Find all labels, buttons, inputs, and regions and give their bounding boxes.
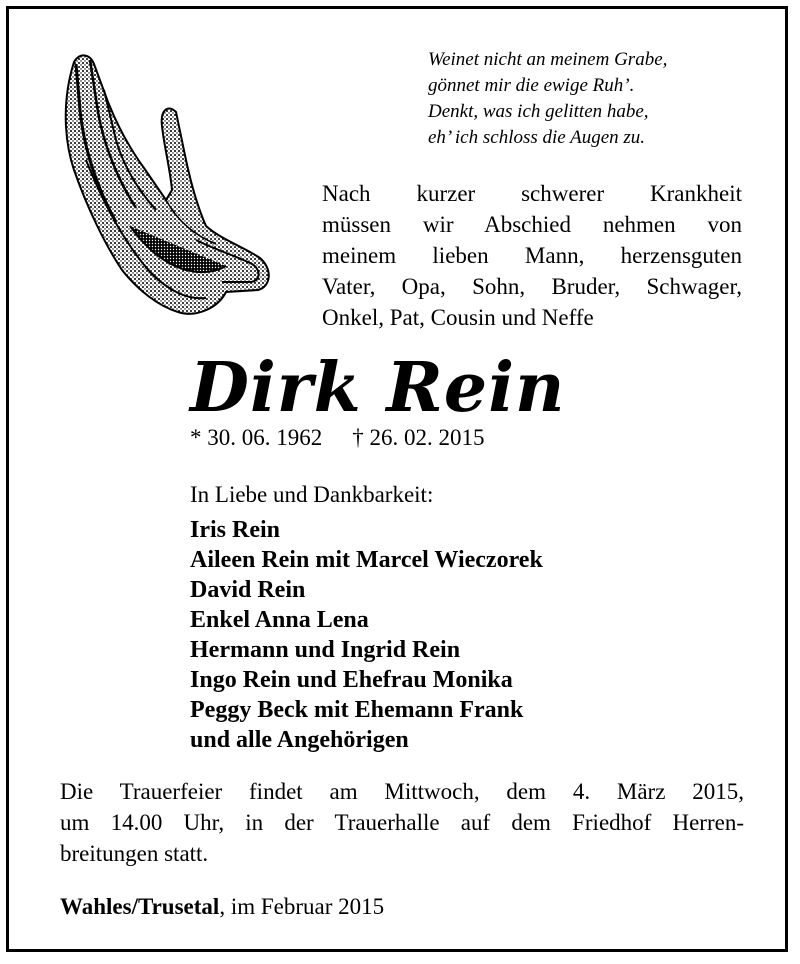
poem-line: Weinet nicht an meinem Grabe, bbox=[428, 49, 668, 70]
mourner-name: David Rein bbox=[190, 577, 306, 603]
poem-line: eh’ ich schloss die Augen zu. bbox=[428, 127, 646, 148]
service-line: um 14.00 Uhr, in der Trauerhalle auf dem Friedhof Herren- bbox=[60, 810, 744, 835]
footer-date: , im Februar 2015 bbox=[219, 894, 385, 919]
service-line: breitungen statt. bbox=[60, 841, 209, 866]
mourner-name: Iris Rein bbox=[190, 517, 280, 543]
intro-line: Vater, Opa, Sohn, Bruder, Schwager, bbox=[322, 274, 742, 299]
intro-line: meinem lieben Mann, herzensguten bbox=[322, 243, 742, 268]
mourners-heading: In Liebe und Dankbarkeit: bbox=[190, 482, 434, 507]
mourner-name: Peggy Beck mit Ehemann Frank bbox=[190, 697, 524, 723]
poem bbox=[428, 47, 748, 151]
service-info bbox=[60, 776, 744, 869]
praying-hands-icon bbox=[46, 50, 286, 320]
intro-text bbox=[322, 178, 742, 333]
death-date: † 26. 02. 2015 bbox=[352, 425, 485, 450]
intro-line: Onkel, Pat, Cousin und Neffe bbox=[322, 305, 594, 330]
life-dates bbox=[190, 423, 485, 453]
poem-line: gönnet mir die ewige Ruh’. bbox=[428, 75, 635, 96]
footer-place: Wahles/Trusetal bbox=[60, 894, 220, 919]
mourner-name: Ingo Rein und Ehefrau Monika bbox=[190, 667, 513, 693]
mourner-name: Hermann und Ingrid Rein bbox=[190, 637, 461, 663]
deceased-name: Dirk Rein bbox=[190, 348, 566, 428]
mourner-name: Enkel Anna Lena bbox=[190, 607, 369, 633]
intro-line: Nach kurzer schwerer Krankheit bbox=[322, 181, 742, 206]
mourners-list bbox=[190, 515, 543, 755]
mourner-name: und alle Angehörigen bbox=[190, 727, 409, 753]
service-line: Die Trauerfeier findet am Mittwoch, dem 4. März 2015, bbox=[60, 779, 744, 804]
mourner-name: Aileen Rein mit Marcel Wieczorek bbox=[190, 547, 543, 573]
poem-line: Denkt, was ich gelitten habe, bbox=[428, 101, 649, 122]
footer bbox=[60, 891, 384, 922]
intro-line: müssen wir Abschied nehmen von bbox=[322, 212, 742, 237]
birth-date: * 30. 06. 1962 bbox=[190, 425, 323, 450]
